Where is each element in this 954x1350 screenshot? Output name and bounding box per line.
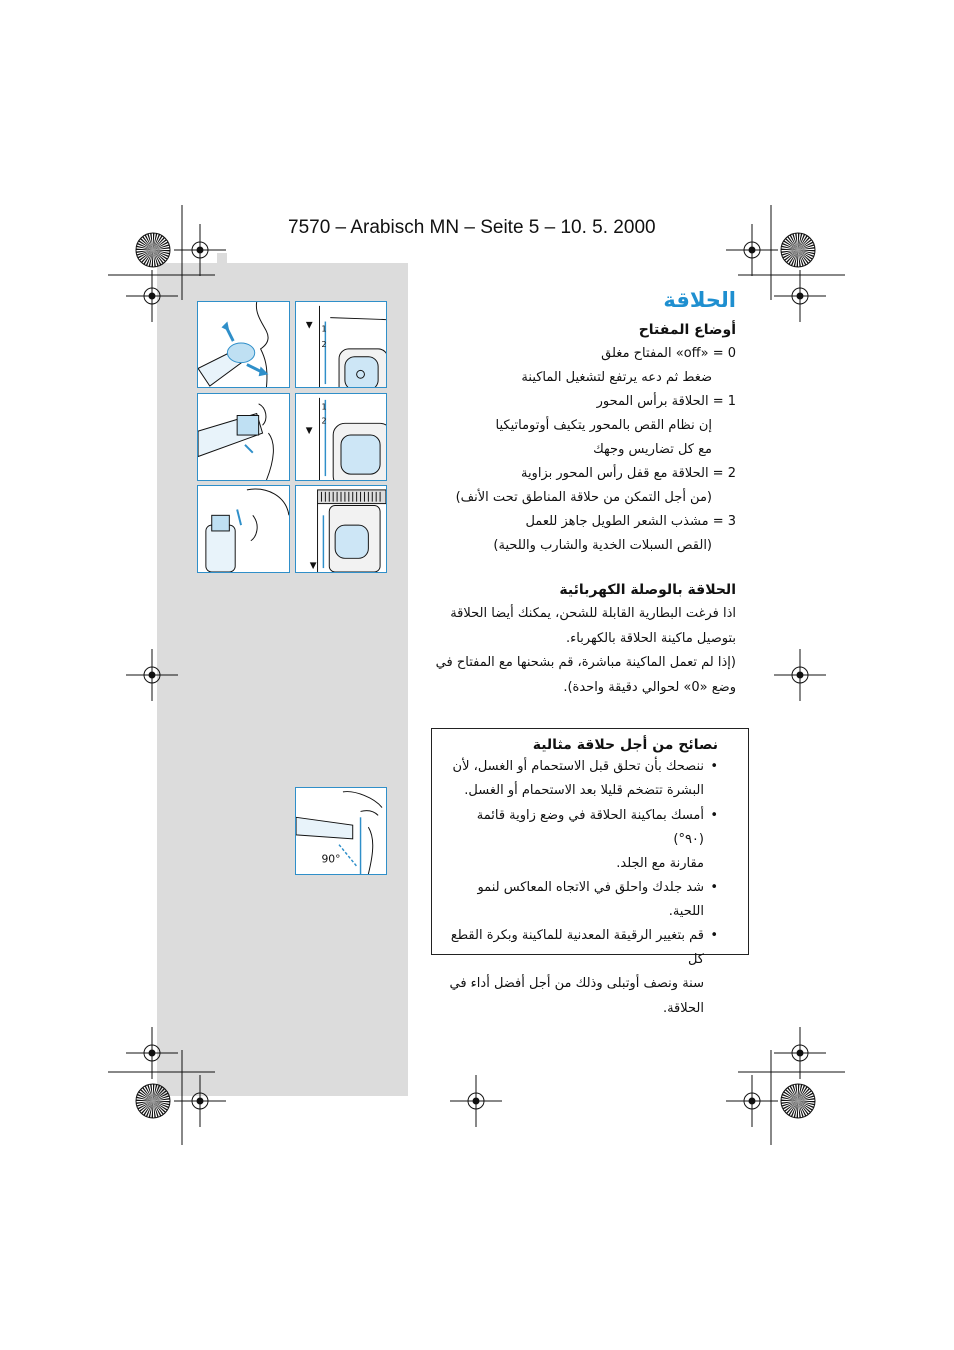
starburst-ray [136,1100,153,1101]
switch-line: إن نظام القص بالمحور يتكيف أوتوماتيكيا [495,418,712,433]
starburst-ray [152,1101,153,1118]
switch-line: 1 = الحلاقة برأس المحور [596,394,736,409]
tip-line: سنة ونصف أوتبلى وذلك من أجل أفضل أداء في [449,976,704,991]
tip-item [444,804,718,877]
tips-heading: نصائح من أجل حلاقة مثالية [532,737,718,753]
starburst-ray [781,1100,798,1101]
figure-switch-position-3 [295,485,387,573]
mains-line: بتوصيل ماكينة الحلاقة بالكهرباء. [565,630,736,646]
angle-label: 90° [321,852,341,866]
switch-line: off» = 0» المفتاح مغلق [601,346,736,361]
figure-90-degree-angle [295,787,387,875]
marker-triangle: ▼ [305,320,313,331]
starburst-ray [153,1101,170,1102]
mains-line: اذا فرغت البطارية القابلة للشحن، يمكنك أيضا الحلاقة [450,606,736,621]
tip-line: • ننصحك بأن تحلق قبل الاستحمام أو الغسل، لأن [444,755,718,779]
starburst-ray [798,233,799,250]
tip-line: • أمسك بماكينة الحلاقة في وضع زاوية قائمة (٩٠°) [444,804,718,852]
starburst-ray [798,1101,815,1102]
starburst-ray [798,250,815,251]
switch-line: ضغط ثم دعه يرتفع لتشغيل الماكينة [521,370,712,385]
tips-box [431,728,749,1016]
switch-line: مع كل تضاريس وجهك [593,442,712,457]
marker-2: 2 [321,416,327,426]
starburst-ray [153,233,154,250]
starburst-ray [797,250,798,267]
tip-line: • قم بتغيير الرقيقة المعدنية للماكينة وبكرة القطع كل [444,924,718,972]
tip-item [444,876,718,924]
starburst-ray [153,1084,154,1101]
starburst-ray [153,250,170,251]
tip-line: • شد جلدك واحلق في الاتجاه المعاكس لنمو اللحية. [444,876,718,924]
shaving-neck-illustration [198,302,289,387]
figure-shaving-sideburn [197,393,290,481]
figure-trimmer-sideburn [197,485,290,573]
tip-item [444,924,718,1021]
section-title: الحلاقة [663,288,736,312]
marker-1: 1 [321,402,327,412]
mains-line: (إذا لم تعمل الماكينة مباشرة، قم بشحنها مع المفتاح في [435,655,736,670]
switch-positions-heading: أوضاع المفتاح [638,322,736,338]
starburst-ray [781,249,798,250]
mains-shaving-heading: الحلاقة بالوصلة الكهربائية [559,582,736,598]
figure-switch-position-1 [295,301,387,388]
starburst-ray [797,1101,798,1118]
shaving-section [432,288,736,700]
starburst-ray [136,249,153,250]
marker-triangle: ▼ [309,561,317,572]
starburst-ray [798,1084,799,1101]
marker-triangle: ▼ [305,426,313,437]
marker-1: 1 [321,324,327,334]
figure-shaving-neck [197,301,290,388]
marker-2: 2 [321,339,327,349]
mains-line: وضع «0» لحوالي دقيقة واحدة). [563,679,736,695]
tip-item [444,755,718,804]
switch-line: 2 = الحلاقة مع قفل رأس المحور بزاوية [520,466,736,481]
page-header: 7570 – Arabisch MN – Seite 5 – 10. 5. 2000 [288,217,656,238]
tip-line: الحلاقة. [662,1000,704,1016]
switch-line: 3 = مشذب الشعر الطويل جاهز للعمل [525,514,736,529]
figure-switch-position-2 [295,393,387,481]
tip-line: مقارنة مع الجلد. [616,855,704,871]
switch-line: (القص السبلات الخدية والشارب واللحية) [493,538,712,553]
starburst-ray [152,250,153,267]
switch-line: (من أجل التمكن من حلاقة المناطق تحت الأنف) [455,490,712,505]
tip-line: البشرة تتضخم قليلا بعد الاستحمام أو الغسل. [464,783,704,798]
